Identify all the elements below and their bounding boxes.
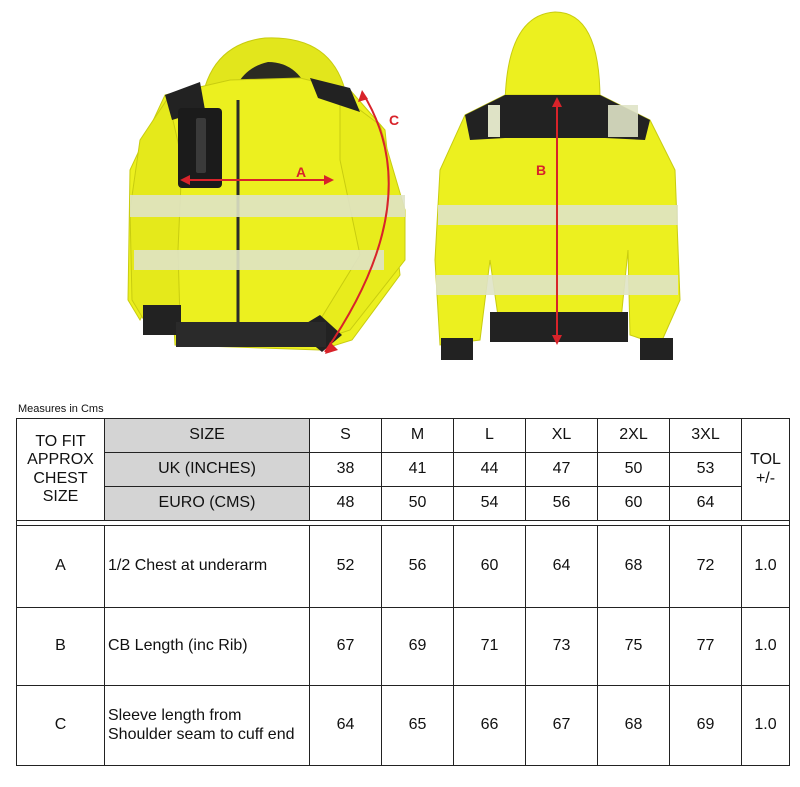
header-row-euro <box>17 487 790 521</box>
row-value: 67 <box>526 686 598 766</box>
row-value: 67 <box>310 608 382 686</box>
table-row <box>17 526 790 608</box>
jacket-front-image <box>128 38 405 354</box>
row-tolerance: 1.0 <box>742 608 790 686</box>
size-label: SIZE <box>105 419 310 453</box>
table-row <box>17 608 790 686</box>
row-value: 64 <box>310 686 382 766</box>
euro-cell: 56 <box>526 487 598 521</box>
row-description: CB Length (inc Rib) <box>105 608 310 686</box>
jacket-back-image <box>435 12 680 360</box>
jacket-illustrations <box>0 0 800 390</box>
row-value: 71 <box>454 608 526 686</box>
row-value: 77 <box>670 608 742 686</box>
row-value: 52 <box>310 526 382 608</box>
euro-label: EURO (CMS) <box>105 487 310 521</box>
size-chart-table <box>16 418 790 766</box>
measure-label-c: C <box>389 112 400 128</box>
row-value: 68 <box>598 526 670 608</box>
euro-cell: 48 <box>310 487 382 521</box>
row-value: 72 <box>670 526 742 608</box>
row-value: 75 <box>598 608 670 686</box>
row-value: 68 <box>598 686 670 766</box>
uk-cell: 41 <box>382 453 454 487</box>
header-row-size <box>17 419 790 453</box>
uk-cell: 50 <box>598 453 670 487</box>
size-cell: L <box>454 419 526 453</box>
uk-cell: 44 <box>454 453 526 487</box>
measures-caption: Measures in Cms <box>18 403 104 415</box>
euro-cell: 54 <box>454 487 526 521</box>
header-row-uk <box>17 453 790 487</box>
row-value: 69 <box>670 686 742 766</box>
uk-cell: 47 <box>526 453 598 487</box>
row-value: 66 <box>454 686 526 766</box>
row-key: B <box>17 608 105 686</box>
uk-label: UK (INCHES) <box>105 453 310 487</box>
size-cell: XL <box>526 419 598 453</box>
measure-label-a: A <box>296 164 307 180</box>
row-value: 60 <box>454 526 526 608</box>
row-description: 1/2 Chest at underarm <box>105 526 310 608</box>
row-description: Sleeve length from Shoulder seam to cuff end <box>105 686 310 766</box>
size-cell: M <box>382 419 454 453</box>
tolerance-header: TOL +/- <box>742 419 790 521</box>
row-value: 64 <box>526 526 598 608</box>
uk-cell: 38 <box>310 453 382 487</box>
row-key: C <box>17 686 105 766</box>
euro-cell: 60 <box>598 487 670 521</box>
row-key: A <box>17 526 105 608</box>
row-tolerance: 1.0 <box>742 686 790 766</box>
row-value: 73 <box>526 608 598 686</box>
row-value: 69 <box>382 608 454 686</box>
size-cell: 3XL <box>670 419 742 453</box>
size-cell: S <box>310 419 382 453</box>
uk-cell: 53 <box>670 453 742 487</box>
row-value: 65 <box>382 686 454 766</box>
measure-label-b: B <box>536 162 547 178</box>
row-tolerance: 1.0 <box>742 526 790 608</box>
row-value: 56 <box>382 526 454 608</box>
chest-size-corner: TO FIT APPROX CHEST SIZE <box>17 419 105 521</box>
euro-cell: 50 <box>382 487 454 521</box>
table-row <box>17 686 790 766</box>
size-cell: 2XL <box>598 419 670 453</box>
euro-cell: 64 <box>670 487 742 521</box>
